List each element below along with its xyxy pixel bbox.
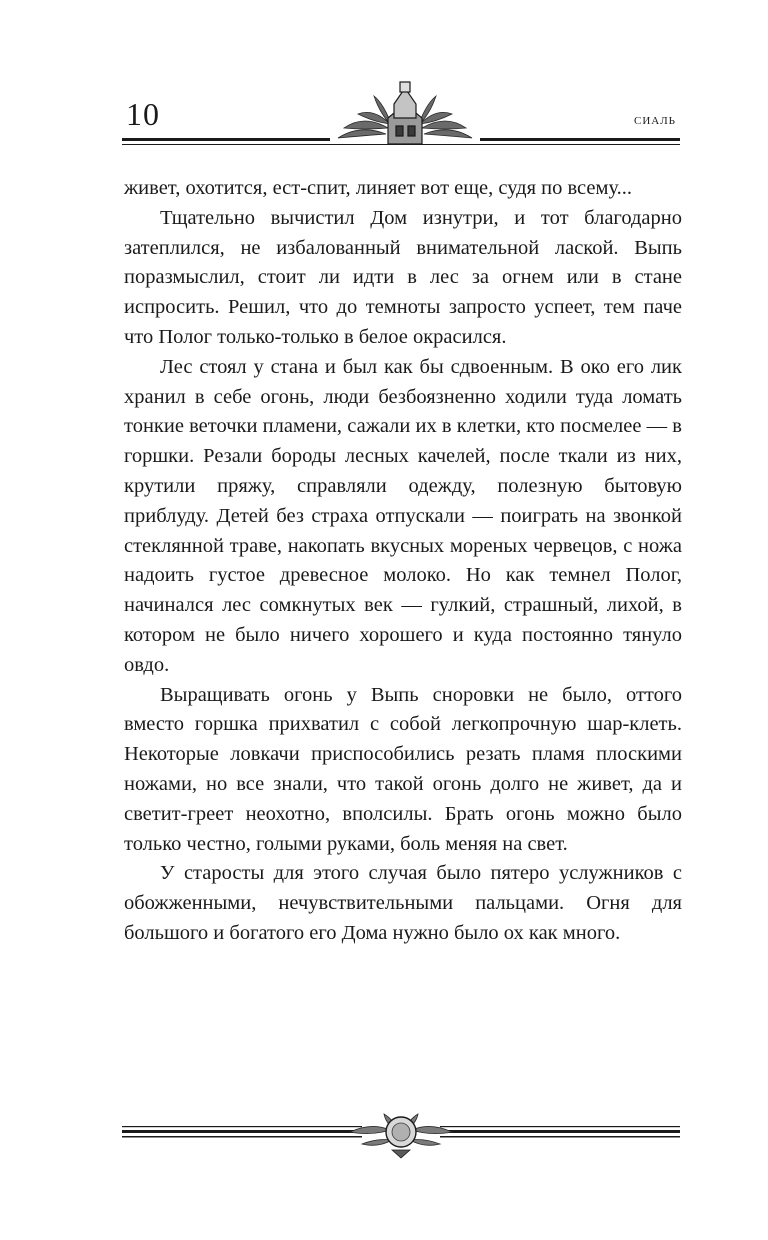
paragraph: Тщательно вычистил Дом изнутри, и тот благодарно затеплился, не избалованный внимательной лаской. Выпь поразмыслил, стоит ли идти в лес за огнем или в стане испросить. Решил, что до темноты запросто успеет, тем паче что Полог только-только в белое окрасился. [124,206,682,348]
thistle-flower-icon [350,1110,452,1158]
footer-ornament [122,1100,680,1160]
body-text [124,174,682,949]
house-with-leaves-icon [330,74,480,148]
paragraph: У старосты для этого случая было пятеро услужников с обожженными, нечувствительными пальцами. Огня для большого и богатого его Дома нужно было ох как много. [124,862,682,944]
paragraph: Выращивать огонь у Выпь сноровки не было, оттого вместо горшка прихватил с собой легкопрочную шар-клеть. Некоторые ловкачи приспособились резать пламя плоскими ножами, но все знали, что такой огонь долго не живет, да и светит-греет неохотно, вполсилы. Брать огонь можно было только честно, голыми руками, боль меняя на свет. [124,683,682,855]
paragraph: Лес стоял у стана и был как бы сдвоенным. В око его лик хранил в себе огонь, люди безбоязненно ходили туда ломать тонкие веточки пламени, сажали их в клетки, кто посмелее — в горшки. Резали бороды лесных качелей, после ткали из них, крутили пряжу, справляли одежду, полезную бытовую приблуду. Детей без страха отпускали — поиграть на звонкой стеклянной траве, накопать вкусных мореных червецов, с ножа надоить густое древесное молоко. Но как темнел Полог, начинался лес сомкнутых век — гулкий, страшный, лихой, в котором не было ничего хорошего и куда постоянно тянуло овдо. [124,355,682,676]
paragraph: живет, охотится, ест-спит, линяет вот еще, судя по всему... [124,177,633,199]
page-number: 10 [126,96,160,132]
running-title: сиаль [633,111,676,128]
